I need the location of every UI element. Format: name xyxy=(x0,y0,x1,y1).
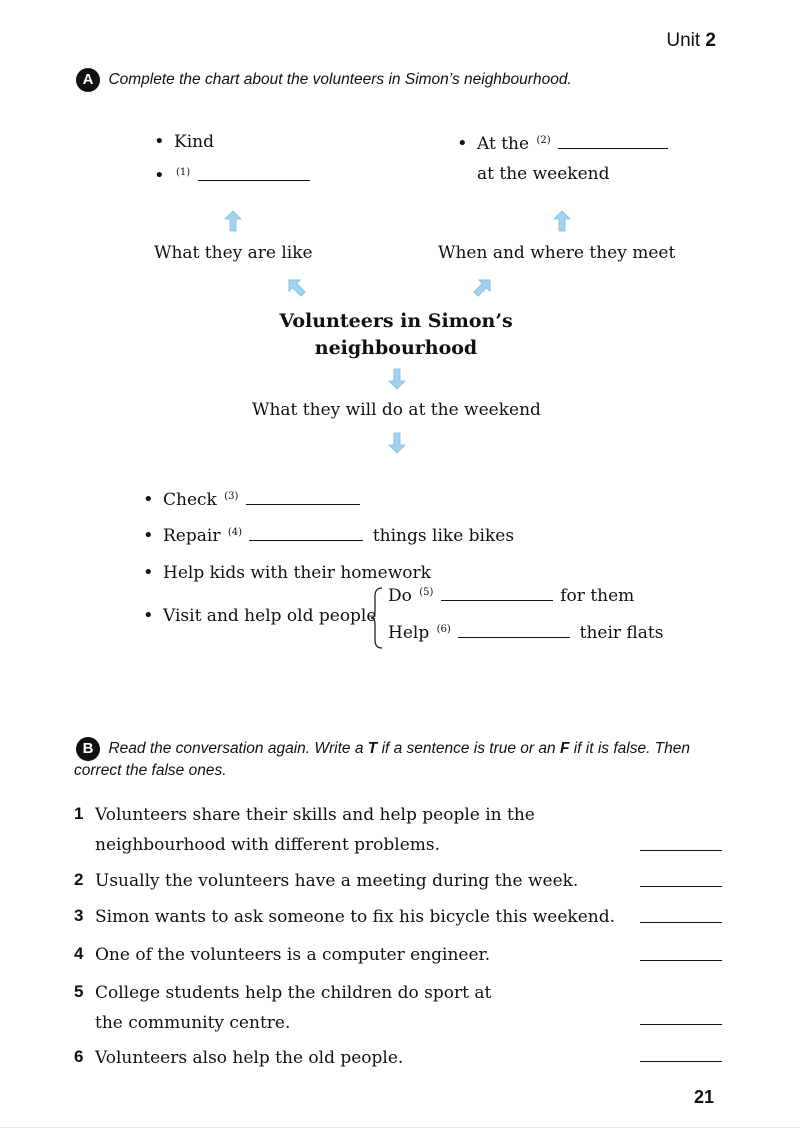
arrow-up-left-icon xyxy=(222,210,244,232)
repair-text: Repair xyxy=(163,526,221,546)
blank-4[interactable] xyxy=(249,526,363,541)
section-b-instruction-part1: Read the conversation again. Write a xyxy=(108,740,364,757)
section-a-instruction-text: Complete the chart about the volunteers in Simon’s neighbourhood. xyxy=(108,71,572,88)
repair-after-text: things like bikes xyxy=(372,526,515,546)
section-b-instruction xyxy=(76,737,690,761)
section-b-instruction-part3: if it is false. Then xyxy=(573,740,691,757)
arrow-diagonal-right-icon xyxy=(472,276,494,298)
at-the-weekend: at the weekend xyxy=(477,164,610,184)
answer-line-1[interactable] xyxy=(640,850,722,851)
do-text: Do xyxy=(388,586,412,606)
visit-text: Visit and help old people xyxy=(163,606,377,626)
unit-word: Unit xyxy=(666,30,701,51)
chart-center-title: Volunteers in Simon’s neighbourhood xyxy=(279,310,513,359)
page-number: 21 xyxy=(693,1087,714,1107)
question-text: Usually the volunteers have a meeting during the week. xyxy=(95,871,579,891)
brace-icon xyxy=(370,586,384,650)
question-number: 4 xyxy=(74,944,84,963)
bullet-repair xyxy=(163,526,514,546)
bullet-help-kids xyxy=(163,563,431,583)
section-b-instruction-line2: correct the false ones. xyxy=(74,762,227,779)
section-a-instruction xyxy=(76,68,572,92)
bullet-kind xyxy=(174,132,214,152)
heading-when-where: When and where they meet xyxy=(438,243,676,263)
question-number: 2 xyxy=(74,870,84,889)
help-text: Help xyxy=(388,623,430,643)
question-text: One of the volunteers is a computer engineer. xyxy=(95,945,491,965)
blank-6[interactable] xyxy=(458,623,570,638)
question-number: 5 xyxy=(74,982,84,1001)
arrow-diagonal-left-icon xyxy=(285,276,307,298)
heading-what-they-are-like: What they are like xyxy=(154,243,313,263)
true-marker: T xyxy=(367,740,378,757)
false-marker: F xyxy=(559,740,570,757)
arrow-down-icon xyxy=(386,368,408,390)
unit-number: 2 xyxy=(705,30,716,51)
bullet-blank-1 xyxy=(174,166,310,186)
bullet-visit xyxy=(163,606,376,626)
page-bottom-divider xyxy=(0,1127,800,1128)
arrow-down-icon-2 xyxy=(386,432,408,454)
answer-line-2[interactable] xyxy=(640,886,722,887)
section-a-badge: A xyxy=(76,68,100,92)
check-text: Check xyxy=(163,490,217,510)
question-number: 3 xyxy=(74,906,84,925)
help-kids-text: Help kids with their homework xyxy=(163,563,431,583)
answer-line-5[interactable] xyxy=(640,1024,722,1025)
blank-3[interactable] xyxy=(246,490,360,505)
blank-number-3: (3) xyxy=(224,491,239,502)
blank-number-4: (4) xyxy=(227,527,243,538)
question-text: Volunteers share their skills and help people in the neighbourhood with different problems. xyxy=(95,805,535,855)
blank-number-2: (2) xyxy=(536,135,551,146)
sub-item-do xyxy=(388,586,634,606)
question-number: 1 xyxy=(74,804,84,823)
arrow-up-right-icon xyxy=(551,210,573,232)
question-text: Volunteers also help the old people. xyxy=(95,1048,404,1068)
blank-5[interactable] xyxy=(441,586,553,601)
blank-number-1: (1) xyxy=(176,167,191,178)
question-text: Simon wants to ask someone to fix his bicycle this weekend. xyxy=(95,907,616,927)
do-after-text: for them xyxy=(560,586,635,606)
question-text: College students help the children do sport at the community centre. xyxy=(95,983,492,1033)
answer-line-4[interactable] xyxy=(640,960,722,961)
help-after-text: their flats xyxy=(579,623,664,643)
kind-text: Kind xyxy=(174,132,214,152)
answer-line-6[interactable] xyxy=(640,1061,722,1062)
blank-1[interactable] xyxy=(198,166,310,181)
unit-label xyxy=(666,30,716,52)
blank-number-5: (5) xyxy=(419,587,434,598)
at-the-text: At the xyxy=(477,134,530,154)
answer-line-3[interactable] xyxy=(640,922,722,923)
bullet-check xyxy=(163,490,360,510)
blank-2[interactable] xyxy=(558,134,668,149)
heading-weekend-plans: What they will do at the weekend xyxy=(252,400,541,420)
blank-number-6: (6) xyxy=(436,624,451,635)
sub-item-help xyxy=(388,623,663,643)
question-number: 6 xyxy=(74,1047,84,1066)
section-b-instruction-part2: if a sentence is true or an xyxy=(381,740,556,757)
bullet-meeting-place xyxy=(477,134,668,154)
section-b-badge: B xyxy=(76,737,100,761)
